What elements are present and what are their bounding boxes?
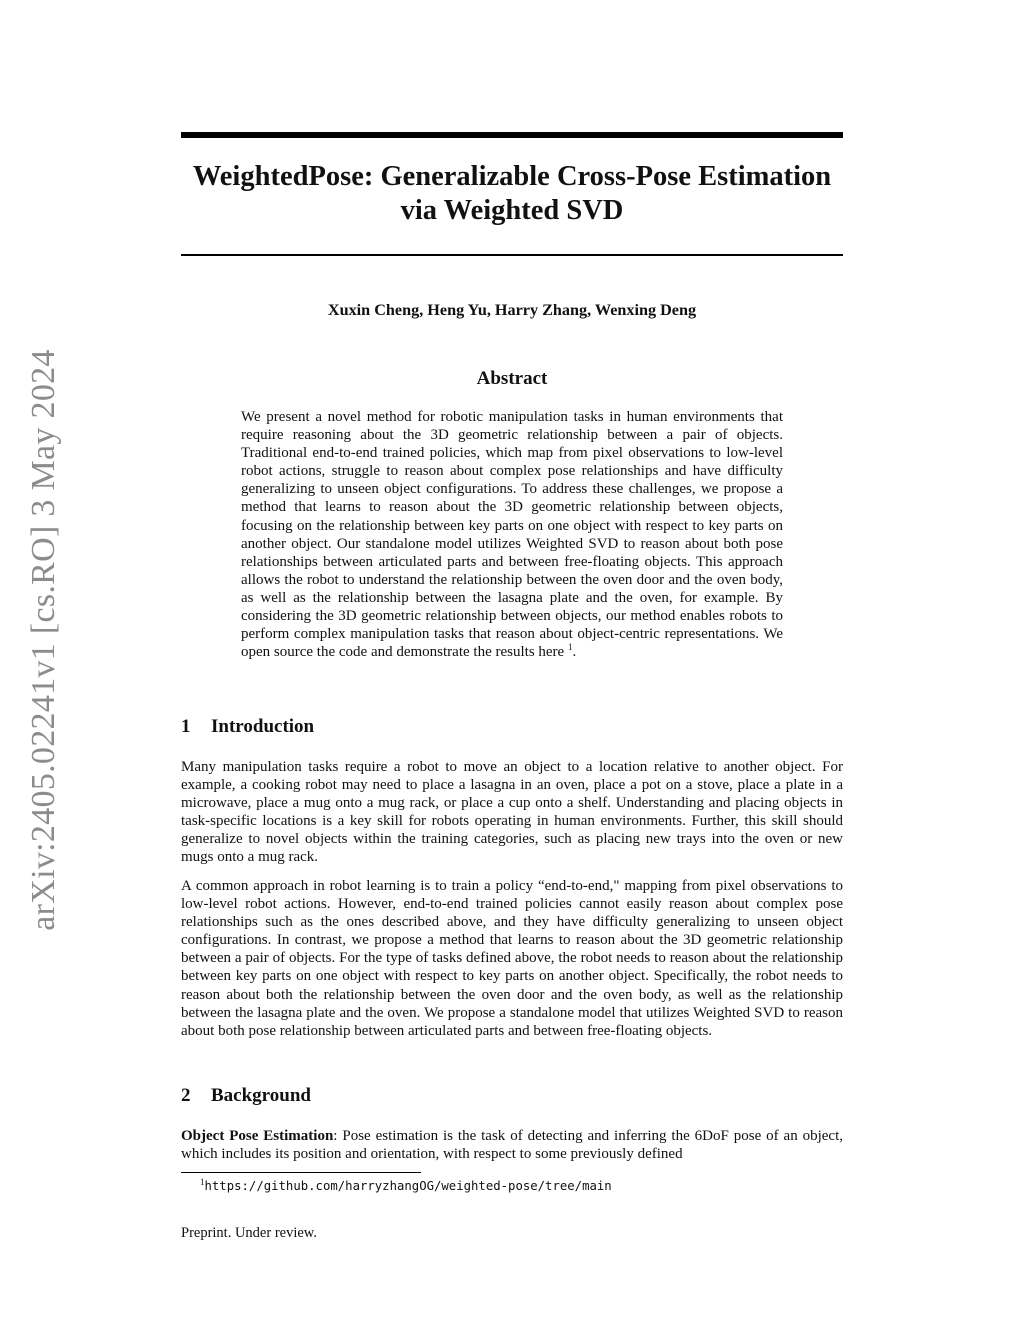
- section-heading-background: [181, 1084, 843, 1108]
- abstract-end: .: [572, 644, 577, 661]
- preprint-notice: Preprint. Under review.: [181, 1225, 317, 1241]
- title-bottom-rule: [181, 254, 843, 256]
- arxiv-identifier-stamp: arXiv:2405.02241v1 [cs.RO] 3 May 2024: [25, 349, 62, 931]
- section-title: Background: [211, 1085, 311, 1106]
- section-number: 1: [181, 716, 191, 737]
- abstract-body: [241, 408, 783, 661]
- background-text: Pose estimation is the task of detecting and inferring the 6DoF pose of an object, which includes its position and orientation, with respect to some previously defined: [181, 1128, 843, 1163]
- lead-in-separator: :: [333, 1128, 338, 1144]
- introduction-paragraph-2: A common approach in robot learning is to train a policy “end-to-end," mapping from pixel observations to low-level robot actions. However, end-to-end trained policies cannot easily reason about complex pose relationships such as the ones described above, and they have difficulty generalizing to unseen object configurations. In contrast, we propose a method that learns to reason about the 3D geometric relationship between a pair of objects. For the type of tasks defined above, the robot needs to reason about the relationship between key parts on one object with respect to key parts on another object. Specifically, the robot needs to reason about both the relationship between the oven door and the oven body, as well as the relationship between the lasagna plate and the oven. We propose a standalone model that utilizes Weighted SVD to reason about both pose relationship between articulated parts and between free-floating objects.: [181, 878, 843, 1039]
- title-top-rule: [181, 132, 843, 138]
- abstract-heading: Abstract: [476, 368, 548, 389]
- section-number: 2: [181, 1085, 191, 1106]
- footnote-reference[interactable]: 1: [567, 642, 573, 653]
- paragraph-lead-in: Object Pose Estimation: [181, 1128, 334, 1144]
- section-heading-introduction: [181, 715, 843, 739]
- paper-title: [181, 160, 843, 228]
- footnote-url-link[interactable]: https://github.com/harryzhangOG/weighted-pose/tree/main: [204, 1179, 612, 1193]
- abstract-text: We present a novel method for robotic manipulation tasks in human environments that require reasoning about the 3D geometric relationship between a pair of objects. Traditional end-to-end trained policies, which map from pixel observations to low-level robot actions, struggle to reason about complex pose relationships and have difficulty generalizing to unseen object configurations. To address these challenges, we propose a method that learns to reason about the 3D geometric relationship between objects, focusing on the relationship between key parts on one object with respect to key parts on another object. Our standalone model utilizes Weighted SVD to reason about both pose relationships between articulated parts and between free-floating objects. This approach allows the robot to understand the relationship between the oven door and the oven body, as well as the relationship between the lasagna plate and the oven, for example. By considering the 3D geometric relationship between objects, our method enables robots to perform complex manipulation tasks that reason about object-centric representations. We open source the code and demonstrate the results here: [241, 409, 783, 661]
- paper-title-line-1: WeightedPose: Generalizable Cross-Pose Estimation: [192, 161, 832, 192]
- background-paragraph: [181, 1127, 843, 1163]
- section-title: Introduction: [211, 716, 315, 737]
- author-list: Xuxin Cheng, Heng Yu, Harry Zhang, Wenxing Deng: [327, 301, 697, 319]
- footnote-marker: 1: [200, 1176, 205, 1187]
- paper-title-line-2: via Weighted SVD: [400, 195, 624, 226]
- footnote: [200, 1178, 612, 1194]
- footnote-rule: [181, 1172, 421, 1173]
- introduction-paragraph-1: Many manipulation tasks require a robot to move an object to a location relative to another object. For example, a cooking robot may need to place a lasagna in an oven, place a pot on a stove, place a plate in a microwave, place a mug onto a mug rack, or place a cup onto a shelf. Understanding and placing objects in task-specific locations is a key skill for robots operating in human environments. Further, this skill should generalize to novel objects within the training categories, such as placing new trays into the oven or new mugs onto a mug rack.: [181, 759, 843, 866]
